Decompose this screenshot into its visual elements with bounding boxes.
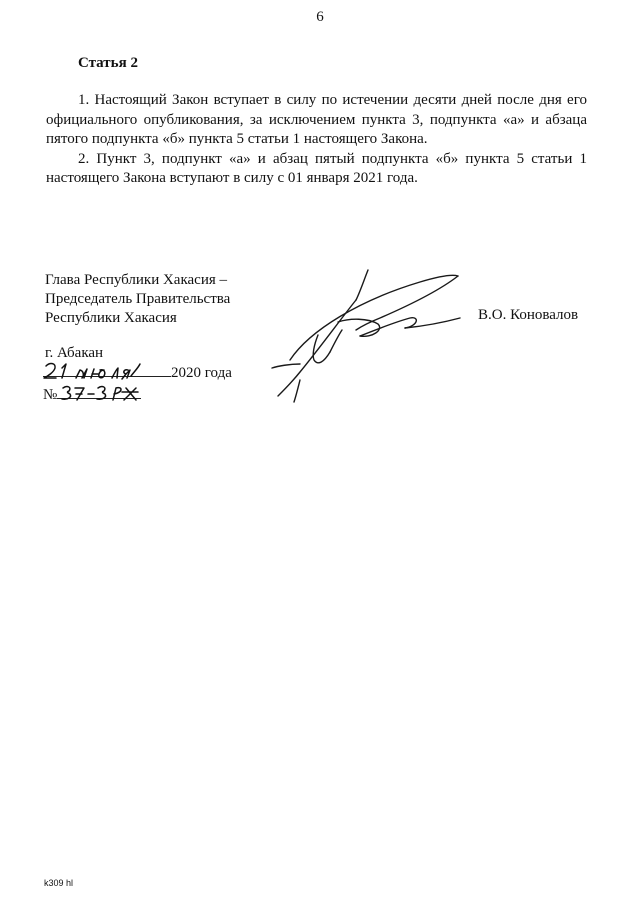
footer-code: k309 hl (44, 878, 74, 888)
handwritten-date (44, 364, 140, 379)
signatory-title-line-1: Глава Республики Хакасия – (45, 272, 228, 288)
signer-name: В.О. Коновалов (478, 307, 579, 323)
enactment-year: 2020 года (171, 365, 232, 381)
article-title: Статья 2 (78, 55, 138, 71)
number-prefix: № (43, 387, 58, 403)
handwritten-number (62, 387, 138, 400)
article-paragraph-2: 2. Пункт 3, подпункт «а» и абзац пятый подпункта «б» пункта 5 статьи 1 настоящего Закона вступают в силу с 01 января 2021 года. (46, 150, 587, 186)
page-number: 6 (316, 9, 324, 25)
article-paragraph-1: 1. Настоящий Закон вступает в силу по истечении десяти дней после дня его официального опубликования, за исключением пункта 3, подпункта «а» и абзаца пятого подпункта «б» пункта 5 статьи 1 настоящего Закона. (46, 92, 587, 147)
signatory-title-line-2: Председатель Правительства (45, 291, 231, 307)
signatory-title-line-3: Республики Хакасия (45, 310, 177, 326)
enactment-place: г. Абакан (45, 345, 104, 361)
signature (272, 270, 460, 402)
